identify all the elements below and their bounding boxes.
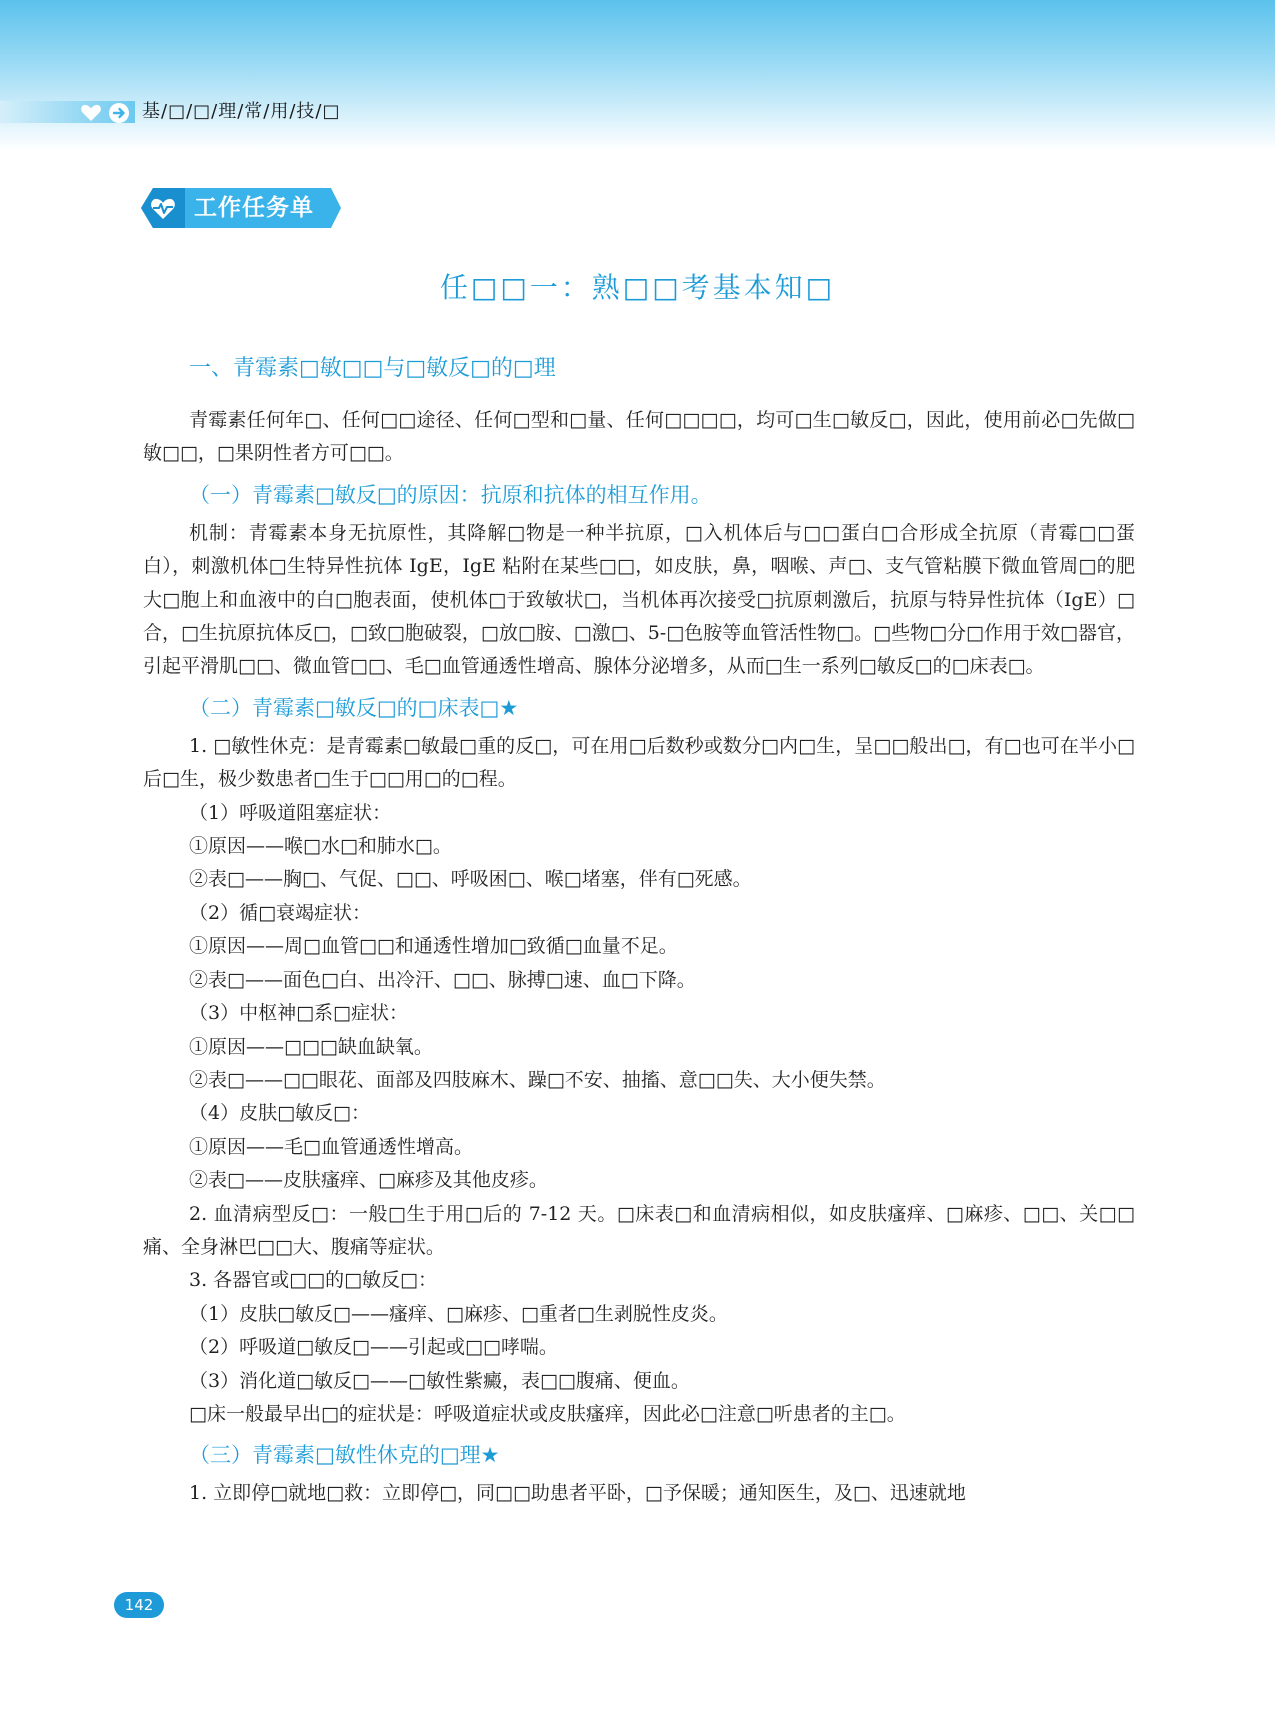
section-heading: 一、青霉素□敏□□与□敏反□的□理 (189, 356, 556, 381)
treatment-paragraph: 1. 立即停□就地□救：立即停□，同□□助患者平卧，□予保暖；通知医生，及□、迅速就地 (189, 1482, 966, 1505)
running-title: 基/□/□/理/常/用/技/□ (142, 101, 341, 122)
heart-icon (80, 104, 102, 122)
list-item: ①原因——毛□血管通透性增高。 (189, 1135, 473, 1158)
list-item: （2）循□衰竭症状： (189, 901, 372, 924)
list-item: ①原因——喉□水□和肺水□。 (189, 835, 452, 858)
serum-sickness-paragraph: 2. 血清病型反□：一般□生于用□后的 7-12 天。□床表□和血清病相似，如皮肤瘙痒、□麻疹、□□、关□□痛、全身淋巴□□大、腹痛等症状。 (143, 1202, 1135, 1258)
list-item: ②表□——面色□白、出冷汗、□□、脉搏□速、血□下降。 (189, 968, 696, 991)
arrow-circle-icon (108, 102, 130, 124)
intro-paragraph: 青霉素任何年□、任何□□途径、任何□型和□量、任何□□□□，均可□生□敏反□，因此，使用前必□先做□敏□□，□果阴性者方可□□。 (143, 409, 1135, 465)
mechanism-paragraph: 机制：青霉素本身无抗原性，其降解□物是一种半抗原，□入机体后与□□蛋白□合形成全抗原（青霉□□蛋白），刺激机体□生特异性抗体 IgE，IgE 粘附在某些□□，如皮肤，鼻，咽喉、声□、支气管粘膜下微血管周□的肥大□胞上和血液中的白□胞表面，使机体□于致敏状□，当机体再次接受□抗原刺激后，抗原与特异性抗体（IgE）□合，□生抗原抗体反□，□致□胞破裂，□放□胺、□激□、5-□色胺等血管活性物□。□些物□分□作用于效□器官，引起平滑肌□□、微血管□□、毛□血管通透性增高、腺体分泌增多，从而□生一系列□敏反□的□床表□。 (143, 521, 1135, 678)
list-item: （4）皮肤□敏反□： (189, 1102, 370, 1125)
list-item: （1）呼吸道阻塞症状： (189, 801, 392, 824)
main-content (143, 350, 1135, 1517)
list-item: （2）呼吸道□敏反□——引起或□□哮喘。 (189, 1336, 558, 1359)
list-item: ①原因——周□血管□□和通透性增加□致循□血量不足。 (189, 935, 678, 958)
page-title: 任□□一：熟□□考基本知□ (439, 271, 836, 304)
task-badge-label: 工作任务单 (194, 195, 314, 221)
list-item: □床一般最早出□的症状是：呼吸道症状或皮肤瘙痒，因此必□注意□听患者的主□。 (189, 1402, 906, 1425)
page-number: 142 (114, 1592, 164, 1618)
subsection-heading-symptoms: （二）青霉素□敏反□的□床表□★ (189, 695, 519, 720)
header-gradient-band (0, 0, 1275, 150)
list-item: ②表□——皮肤瘙痒、□麻疹及其他皮疹。 (189, 1169, 548, 1192)
list-item: ②表□——□□眼花、面部及四肢麻木、躁□不安、抽搐、意□□失、大小便失禁。 (189, 1068, 886, 1091)
list-item: （3）中枢神□系□症状： (189, 1002, 408, 1025)
shock-paragraph: 1. □敏性休克：是青霉素□敏最□重的反□，可在用□后数秒或数分□内□生，呈□□般出□，有□也可在半小□后□生，极少数患者□生于□□用□的□程。 (143, 734, 1135, 791)
subsection-heading-cause: （一）青霉素□敏反□的原因：抗原和抗体的相互作用。 (189, 482, 712, 507)
list-item: ②表□——胸□、气促、□□、呼吸困□、喉□堵塞，伴有□死感。 (189, 868, 752, 891)
list-item: （1）皮肤□敏反□——瘙痒、□麻疹、□重者□生剥脱性皮炎。 (189, 1302, 728, 1325)
list-item: ①原因——□□□缺血缺氧。 (189, 1035, 433, 1058)
list-item: 3. 各器官或□□的□敏反□： (189, 1269, 437, 1292)
subsection-heading-treatment: （三）青霉素□敏性休克的□理★ (189, 1443, 500, 1468)
list-item: （3）消化道□敏反□——□敏性紫癜，表□□腹痛、便血。 (189, 1369, 690, 1392)
